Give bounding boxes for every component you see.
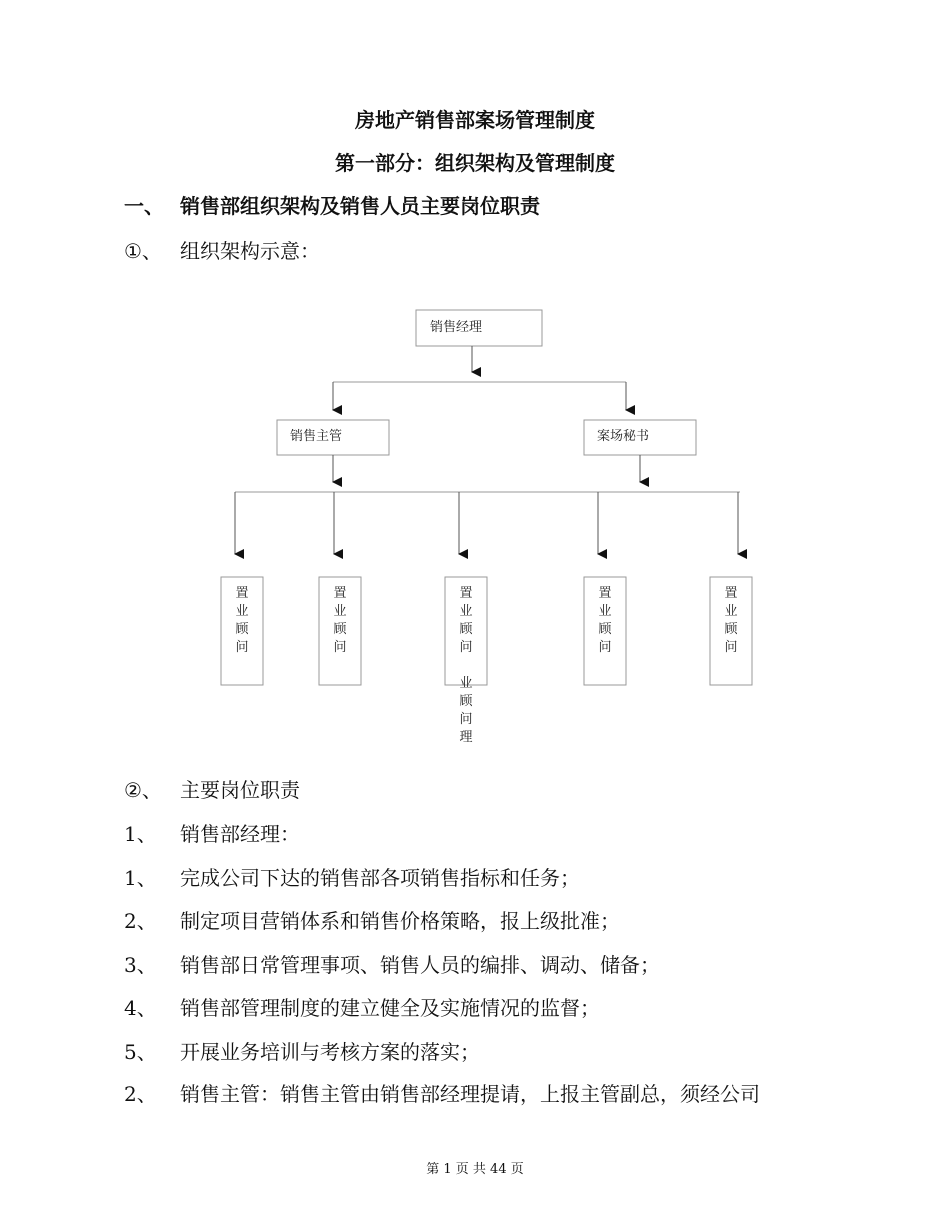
list-item-text: 销售部经理： [180,822,300,846]
consultant-2-char-4: 问 [333,640,347,655]
list-item-text: 开展业务培训与考核方案的落实； [180,1040,480,1064]
consultant-1-char-1: 置 [235,586,249,601]
consultant-2-char-1: 置 [333,586,347,601]
list-item-text: 销售部日常管理事项、销售人员的编排、调动、储备； [180,953,660,977]
consultant-3-char-4: 问 [459,640,473,655]
overflow-char-2: 顾 [459,694,473,709]
consultant-4-char-4: 问 [598,640,612,655]
consultant-4-char-1: 置 [598,586,612,601]
list-item-number: 5、 [124,1040,157,1064]
list-item-number: 1、 [124,866,157,890]
consultant-1-char-4: 问 [235,640,249,655]
overflow-char-1: 业 [459,676,473,691]
list-item-text: 制定项目营销体系和销售价格策略，报上级批准； [180,909,620,933]
manager-label: 销售经理 [430,320,483,335]
page-footer: 第 1 页 共 44 页 [426,1162,524,1177]
consultant-3-char-3: 顾 [459,622,473,637]
list-item-number: 2、 [124,1082,157,1106]
subsection-text: 主要岗位职责 [180,778,300,802]
section-number: 一、 [124,194,164,218]
consultant-3-char-2: 业 [459,604,473,619]
list-item-number: 2、 [124,909,157,933]
part-title: 第一部分：组织架构及管理制度 [335,151,615,175]
supervisor-label: 销售主管 [290,429,343,444]
consultant-1-char-3: 顾 [235,622,249,637]
list-item-text: 销售主管：销售主管由销售部经理提请，上报主管副总，须经公司 [180,1082,760,1106]
subsection-text: 组织架构示意： [180,239,320,263]
consultant-3-char-1: 置 [459,586,473,601]
section-text: 销售部组织架构及销售人员主要岗位职责 [180,194,540,218]
consultant-1-char-2: 业 [235,604,249,619]
consultant-4-char-3: 顾 [598,622,612,637]
document-title: 房地产销售部案场管理制度 [355,108,595,132]
consultant-5-char-4: 问 [724,640,738,655]
subsection-number: ①、 [124,239,162,263]
consultant-5-char-3: 顾 [724,622,738,637]
list-item-text: 销售部管理制度的建立健全及实施情况的监督； [180,996,600,1020]
list-item-number: 3、 [124,953,157,977]
secretary-label: 案场秘书 [597,429,650,444]
consultant-2-char-2: 业 [333,604,347,619]
consultant-5-char-1: 置 [724,586,738,601]
overflow-char-3: 问 [459,712,473,727]
consultant-2-char-3: 顾 [333,622,347,637]
subsection-number: ②、 [124,778,162,802]
overflow-char-4: 理 [459,730,473,745]
list-item-number: 1、 [124,822,157,846]
list-item-text: 完成公司下达的销售部各项销售指标和任务； [180,866,580,890]
list-item-number: 4、 [124,996,157,1020]
consultant-5-char-2: 业 [724,604,738,619]
org-chart [0,290,950,760]
consultant-4-char-2: 业 [598,604,612,619]
